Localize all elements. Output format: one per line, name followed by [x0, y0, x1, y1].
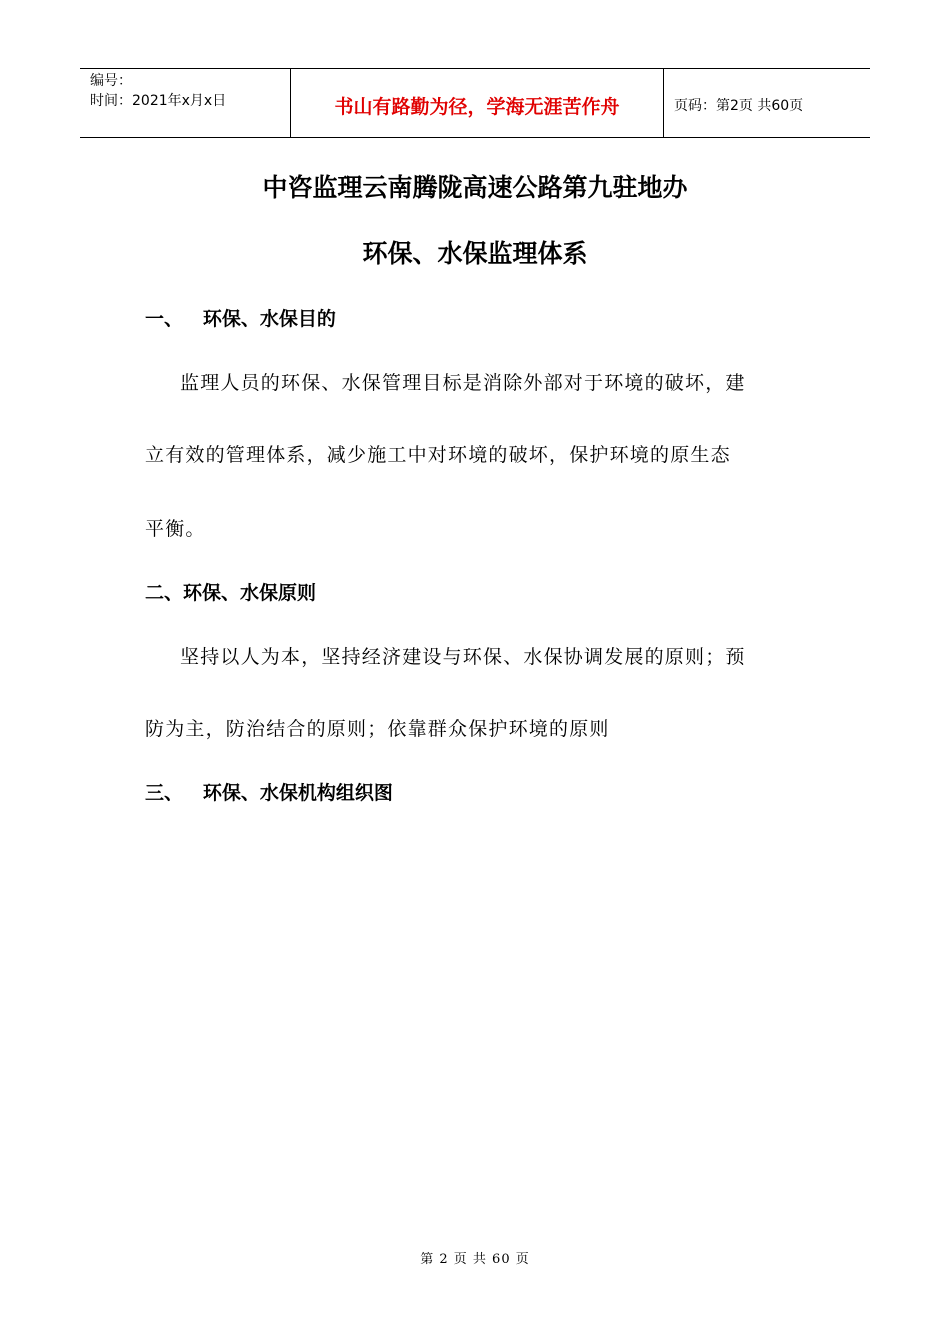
section-heading-org-chart: 三、 环保、水保机构组织图: [145, 782, 393, 804]
paragraph-line: 平衡。: [145, 518, 206, 540]
paragraph-line: 立有效的管理体系，减少施工中对环境的破坏，保护环境的原生态: [145, 444, 731, 466]
paragraph-line: 坚持以人为本，坚持经济建设与环保、水保协调发展的原则；预: [180, 646, 746, 668]
page-footer: 第 2 页 共 60 页: [420, 1252, 530, 1267]
document-title: 中咨监理云南腾陇高速公路第九驻地办: [262, 173, 688, 202]
document-subtitle: 环保、水保监理体系: [362, 239, 588, 268]
header-meta-cell: [80, 69, 291, 137]
paragraph-line: 防为主，防治结合的原则；依靠群众保护环境的原则: [145, 718, 610, 740]
document-header: [80, 68, 870, 138]
document-time-label: 时间：2021年x月x日: [90, 93, 227, 109]
header-motto: 书山有路勤为径，学海无涯苦作舟: [291, 69, 664, 137]
section-heading-principles: 二、环保、水保原则: [145, 582, 317, 604]
section-heading-purpose: 一、 环保、水保目的: [145, 308, 336, 330]
document-number-label: 编号：: [90, 73, 132, 89]
header-page-info: 页码：第2页 共60页: [674, 98, 804, 114]
paragraph-line: 监理人员的环保、水保管理目标是消除外部对于环境的破坏，建: [180, 372, 746, 394]
